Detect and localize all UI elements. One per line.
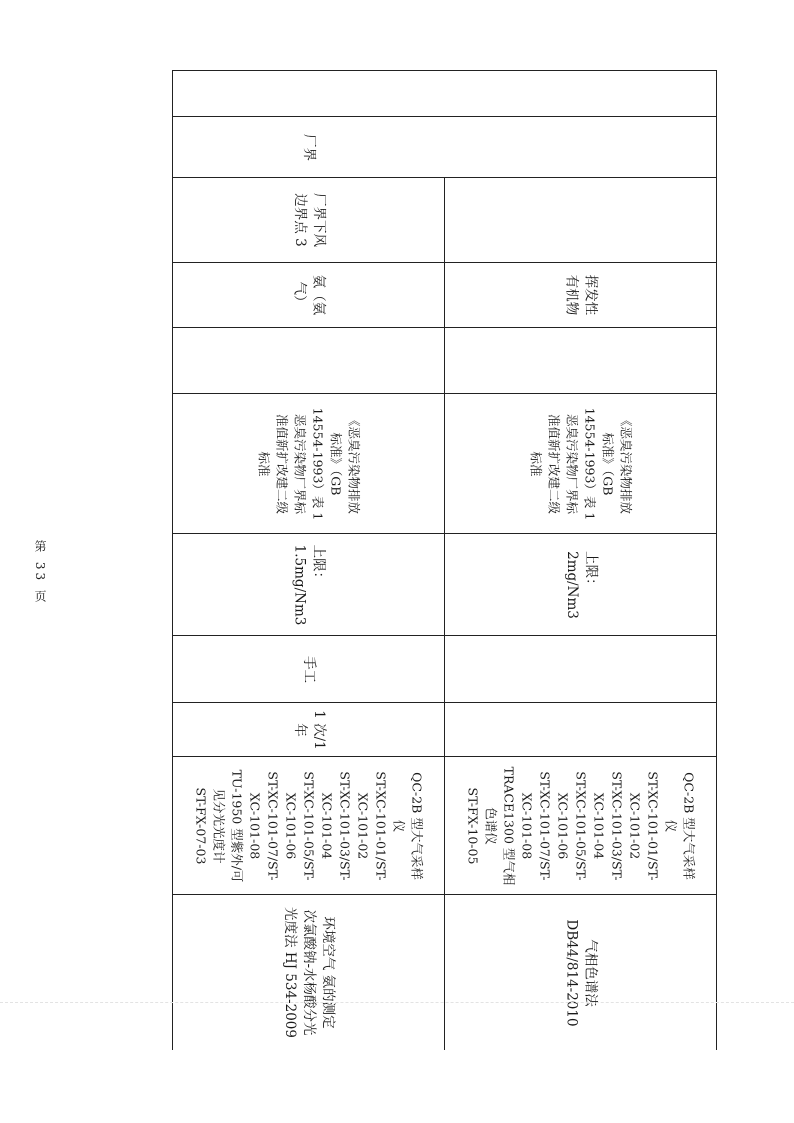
- voc-method-cell: [445, 895, 716, 1050]
- page-footer: 第 33 页: [33, 540, 47, 605]
- ammonia-frequency: 1 次/1 年: [291, 709, 327, 750]
- ammonia-category-cell: [173, 117, 444, 177]
- table-border-top: [172, 70, 717, 71]
- voc-equipment-cell: [445, 757, 716, 894]
- voc-equipment: QC-2B 型大气采样 仪 ST-XC-101-01/ST- XC-101-02 ST-XC-101-03/ST- XC-101-04 ST-XC-101-05/ST- XC-101-06 ST-XC-101-07/ST- XC-101-08 TRACE1300 型气相 色谱仪 ST-FX-10-05: [465, 766, 697, 885]
- ammonia-limit-cell: [173, 534, 444, 635]
- ammonia-standard: 《恶臭污染物排放 标准》（GB 14554-1993）表 1 恶臭污染物厂界标 准值新扩改建二级 标准: [256, 407, 362, 520]
- ammonia-standard-cell: [173, 394, 444, 533]
- voc-standard: 《恶臭污染物排放 标准》（GB 14554-1993）表 1 恶臭污染物厂界标 准值新扩改建二级 标准: [528, 407, 634, 520]
- voc-item: 挥发性 有机物: [563, 274, 599, 316]
- table-border-right: [716, 70, 717, 1050]
- ammonia-equipment: QC-2B 型大气采样 仪 ST-XC-101-01/ST- XC-101-02 ST-XC-101-03/ST- XC-101-04 ST-XC-101-05/ST- XC-101-06 ST-XC-101-07/ST- XC-101-08 TU-1950 型紫外/可 见分光光度计 ST-FX-07-03: [193, 769, 425, 882]
- ammonia-frequency-cell: [173, 703, 444, 756]
- ammonia-equipment-cell: [173, 757, 444, 894]
- ammonia-limit: 上限： 1.5mg/Nm3: [291, 544, 327, 625]
- ammonia-location-cell: [173, 178, 444, 262]
- page-edge-line: [0, 1002, 794, 1003]
- ammonia-sampling-cell: [173, 636, 444, 702]
- ammonia-category: 厂界: [301, 133, 317, 161]
- ammonia-item-cell: [173, 263, 444, 327]
- voc-method: 气相色谱法 DB44/814-2010: [563, 918, 599, 1027]
- ammonia-method-cell: [173, 895, 444, 1050]
- voc-standard-cell: [445, 394, 716, 533]
- voc-item-cell: [445, 263, 716, 327]
- ammonia-item: 氨（氨 气）: [291, 274, 327, 316]
- ammonia-sampling: 手工: [301, 655, 317, 683]
- ammonia-location: 厂界下风 边界点 3: [291, 193, 327, 247]
- voc-limit: 上限： 2mg/Nm3: [563, 550, 599, 619]
- ammonia-method: 环境空气 氨的测定 次氯酸钠-水杨酸分光 光度法 HJ 534-2009: [281, 907, 336, 1038]
- voc-limit-cell: [445, 534, 716, 635]
